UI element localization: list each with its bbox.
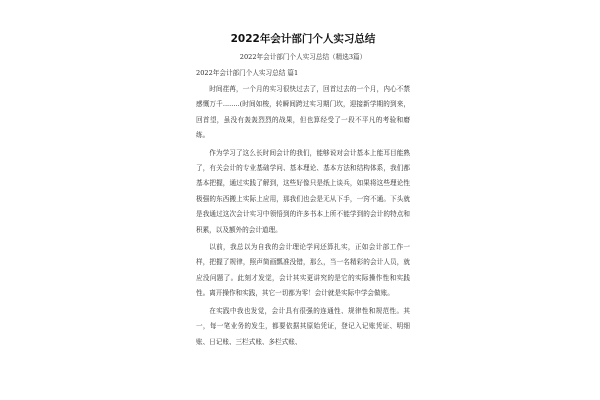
document-body bbox=[196, 32, 410, 352]
document-subtitle: 2022年会计部门个人实习总结（精选3篇） bbox=[239, 53, 367, 61]
paragraph-1: 时间荏苒，一个月的实习很快过去了，回首过去的一个月，内心不禁感慨万千........(时间如梭，转瞬间跨过实习期门坎，迎接新学期的到来，回首望，虽没有轰轰烈烈的战果，但也算经受了一段不平凡的考验和磨练。 bbox=[196, 85, 410, 140]
paragraph-3: 以前，我总以为自我的会计理论学问还算扎实，正如会计部工作一样，把握了规律，照声简画瓢准没错，那么，当一名精彩的会计人员，就应没问题了。此刻才发觉，会计其实更讲究的是它的实际操作性和实践性。离开操作和实践，其它一切都为零！会计就是实际中学会做账。 bbox=[196, 243, 410, 298]
paragraph-2: 作为学习了这么长时间会计的我们，能够说对会计基本上能耳目能熟了，有关会计的专业基础学问、基本理论、基本方法和结构体系，我们都基本把握，通过实践了解到，这些好像只是纸上谈兵，如果将这些理论性极强的东西搬上实际上应用，那我们也会是无从下手，一窍不通。下头就是我通过这次会计实习中领悟到的许多书本上所不能学到的会计的特点和积累，以及额外的会计道理。 bbox=[196, 148, 410, 234]
document-title: 2022年会计部门个人实习总结 bbox=[230, 33, 376, 45]
section-heading: 2022年会计部门个人实习总结 篇1 bbox=[196, 69, 299, 77]
paragraph-4: 在实践中我也发觉，会计具有很强的连通性、规律性和规范性。其一，每一笔业务的发生，都要依据其原始凭证，登记入记账凭证、明细账、日记账、三栏式账、多栏式账、 bbox=[196, 306, 410, 346]
